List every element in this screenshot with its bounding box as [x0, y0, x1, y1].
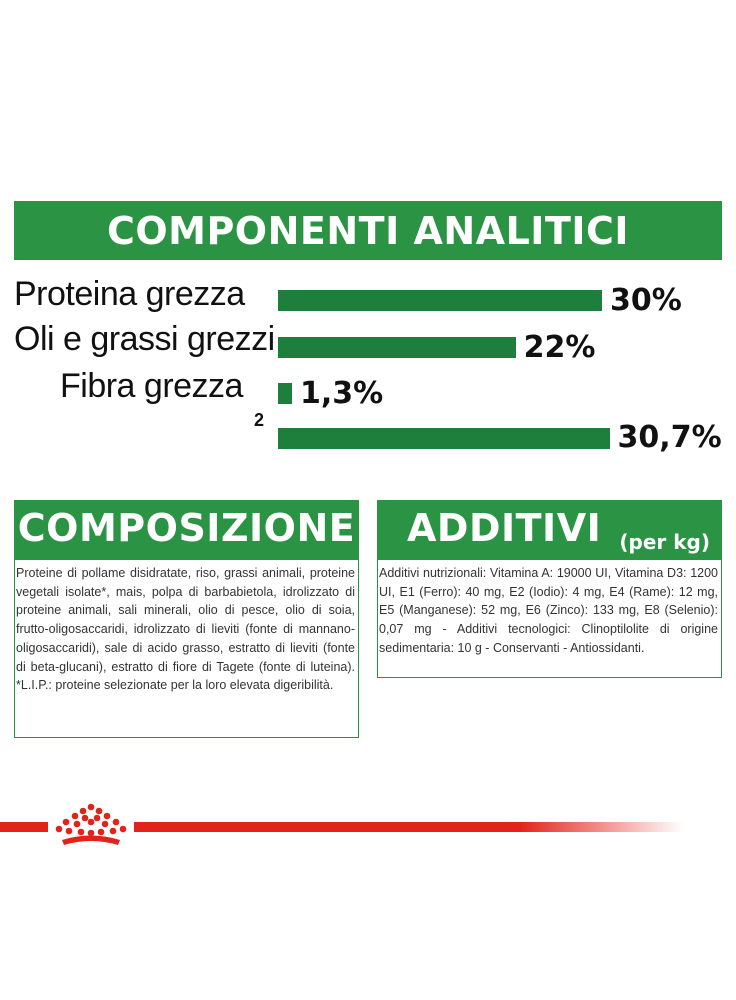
bar-value-protein: 30%	[610, 283, 682, 318]
brand-line-left	[0, 822, 48, 832]
composition-banner	[14, 500, 359, 560]
analytics-title: COMPONENTI ANALITICI	[106, 209, 630, 253]
row-label-fat: Oli e grassi grezzi	[14, 320, 275, 358]
bar-fat	[278, 337, 516, 358]
bar-value-fibre: 1,3%	[300, 376, 384, 411]
additives-title: ADDITIVI	[407, 506, 602, 550]
analytics-banner	[14, 201, 722, 260]
crown-logo-icon	[52, 803, 130, 849]
row-label-protein: Proteina grezza	[14, 275, 245, 313]
bar-value-moisture: 30,7%	[617, 420, 722, 455]
brand-line-right	[134, 822, 684, 832]
composition-text: Proteine di pollame disidratate, riso, grassi animali, proteine vegetali isolate*, mais, polpa di barbabietola, idrolizzato di proteine animali, sali minerali, olio di pesce, olio di soia, frutto-oligosaccaridi, idrolizzato di lieviti (fonte di mannano-oligosaccaridi), sale di acido grasso, estratto di lieviti (fonte di beta-glucani), estratto di fiore di Tagete (fonte di luteina). *L.I.P.: proteine selezionate per la loro elevata digeribilità.	[14, 560, 359, 738]
composition-title: COMPOSIZIONE	[17, 506, 356, 550]
additives-text: Additivi nutrizionali: Vitamina A: 19000 UI, Vitamina D3: 1200 UI, E1 (Ferro): 40 mg, E2 (Iodio): 4 mg, E4 (Rame): 12 mg, E5 (Manganese): 52 mg, E6 (Zinco): 133 mg, E8 (Selenio): 0,07 mg - Additivi tecnologici: Clinoptilolite di origine sedimentaria: 10 g - Conservanti - Antiossidanti.	[377, 560, 722, 678]
footnote-marker: 2	[254, 410, 265, 430]
bar-protein	[278, 290, 602, 311]
row-label-fibre: Fibra grezza	[60, 367, 243, 405]
additives-banner	[377, 500, 722, 560]
additives-unit: (per kg)	[619, 530, 710, 554]
bar-fibre	[278, 383, 292, 404]
bar-moisture	[278, 428, 610, 449]
bar-value-fat: 22%	[523, 330, 596, 365]
